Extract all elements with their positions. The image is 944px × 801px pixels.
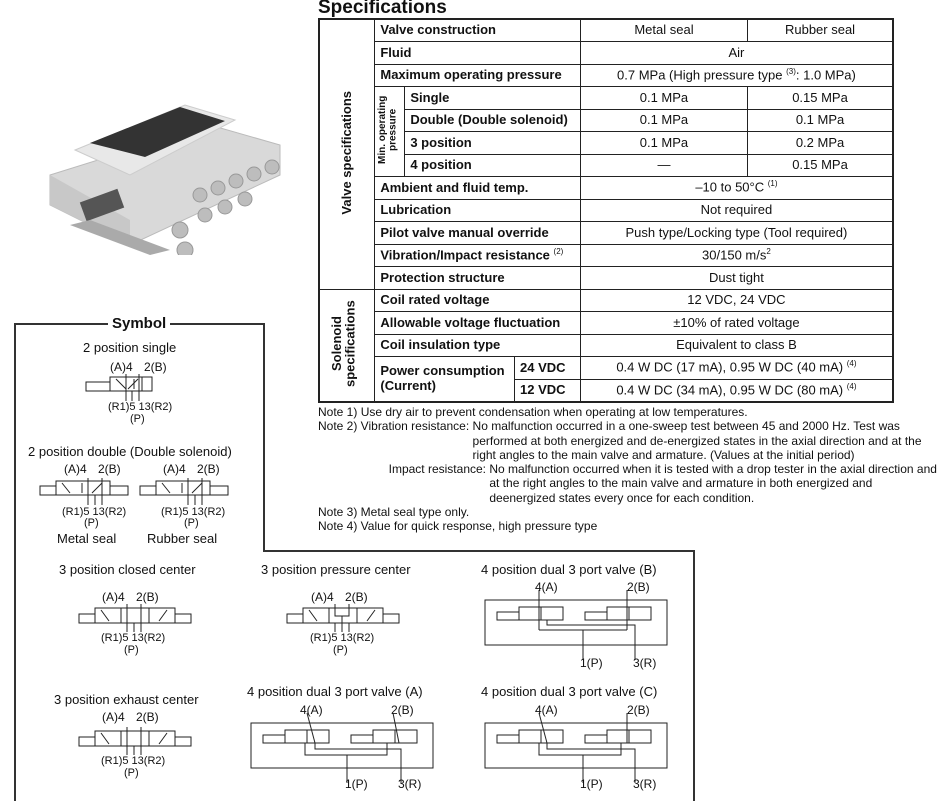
subgroup-min-operating-pressure: Min. operating pressure	[375, 87, 405, 177]
voltage-label-12vdc: 12 VDC	[515, 379, 581, 402]
row-value: Equivalent to class B	[580, 334, 893, 357]
port-label-p: (P)	[184, 517, 199, 529]
port-label-2b: 2(B)	[391, 703, 414, 717]
port-label-bottom: (R1)5 13(R2)	[161, 506, 226, 518]
specifications-table	[318, 18, 894, 403]
caption-metal-seal: Metal seal	[57, 531, 117, 546]
table-row	[319, 267, 893, 290]
note-ref: (2)	[553, 246, 564, 256]
row-value-metal: 0.1 MPa	[580, 87, 747, 110]
row-label: Lubrication	[375, 199, 581, 222]
row-label: Valve construction	[375, 19, 581, 42]
caption-4-position-dual-b: 4 position dual 3 port valve (B)	[481, 562, 657, 577]
valve-symbol-3-position-closed-center	[79, 608, 191, 632]
caption-3-position-pressure-center: 3 position pressure center	[261, 562, 411, 577]
notes	[318, 405, 938, 534]
symbol-box-border	[693, 550, 695, 801]
row-value-rubber: 0.1 MPa	[748, 109, 893, 132]
valve-symbol-2-position-double-rubber	[140, 481, 230, 505]
value-text: 0.4 W DC (17 mA), 0.95 W DC (40 mA)	[616, 359, 844, 375]
row-label: Single	[405, 87, 581, 110]
note-1: Note 1) Use dry air to prevent condensation when operating at low temperatures.	[318, 405, 748, 419]
table-row	[319, 64, 893, 87]
table-row	[319, 312, 893, 335]
port-label-1p: 1(P)	[580, 777, 603, 791]
value-text: : 1.0 MPa)	[795, 67, 856, 83]
note-ref: (1)	[767, 179, 778, 189]
note-2-vibration: Note 2) Vibration resistance: No malfunction occurred in a one-sweep test between 45 and 2000 Hz. Test was performed at both energized and de-energized states in the axial direction and at the right angles to the main valve and armature. (Values at the initial period)	[318, 419, 922, 462]
table-row	[319, 19, 893, 42]
table-row	[319, 222, 893, 245]
port-label-b2: 2(B)	[98, 462, 121, 476]
port-label-a4: (A)4	[163, 462, 186, 476]
row-label: 4 position	[405, 154, 581, 177]
row-label: 3 position	[405, 132, 581, 155]
row-value	[580, 64, 893, 87]
row-value-rubber: 0.2 MPa	[748, 132, 893, 155]
table-row	[319, 244, 893, 267]
port-label-b2: 2(B)	[144, 360, 167, 374]
port-label-2b: 2(B)	[627, 703, 650, 717]
row-value-rubber: 0.15 MPa	[748, 87, 893, 110]
note-2-impact: Impact resistance: No malfunction occurred when it is tested with a drop tester in the axial direction and at the right angles to the main valve and armature in both energized and deenergized states every once for each condition.	[388, 462, 937, 505]
valve-symbol-3-position-exhaust-center	[79, 731, 191, 755]
row-label: Coil insulation type	[375, 334, 581, 357]
port-label-3r: 3(R)	[398, 777, 422, 791]
note-ref: (3)	[786, 66, 796, 76]
port-label-4a: 4(A)	[535, 703, 558, 717]
row-value	[580, 357, 893, 380]
caption-3-position-exhaust-center: 3 position exhaust center	[54, 692, 199, 707]
port-label-a4: (A)4	[64, 462, 87, 476]
label-line: Power consumption	[380, 363, 505, 379]
column-header-rubber-seal: Rubber seal	[748, 19, 893, 42]
port-label-3r: 3(R)	[633, 777, 657, 791]
table-row	[319, 154, 893, 177]
row-label: Pilot valve manual override	[375, 222, 581, 245]
port-label-p: (P)	[84, 517, 99, 529]
group-solenoid-specifications: Solenoid specifications	[319, 289, 375, 402]
row-label: Double (Double solenoid)	[405, 109, 581, 132]
row-label: Ambient and fluid temp.	[375, 177, 581, 200]
voltage-label-24vdc: 24 VDC	[515, 357, 581, 380]
port-label-a4: (A)4	[102, 590, 125, 604]
caption-2-position-single: 2 position single	[83, 340, 177, 355]
symbol-box-border	[263, 323, 265, 551]
port-label-bottom: (R1)5 13(R2)	[62, 506, 127, 518]
value-text: –10 to 50°C	[695, 179, 765, 195]
caption-rubber-seal: Rubber seal	[147, 531, 218, 546]
port-label-4a: 4(A)	[535, 580, 558, 594]
row-value: Push type/Locking type (Tool required)	[580, 222, 893, 245]
row-label: Allowable voltage fluctuation	[375, 312, 581, 335]
port-label-a4: (A)4	[110, 360, 133, 374]
caption-4-position-dual-a: 4 position dual 3 port valve (A)	[247, 684, 423, 699]
row-value: Dust tight	[580, 267, 893, 290]
symbol-box-border	[14, 323, 16, 801]
port-label-2b: 2(B)	[627, 580, 650, 594]
note-3: Note 3) Metal seal type only.	[318, 505, 470, 520]
table-row	[319, 289, 893, 312]
symbol-title: Symbol	[108, 315, 170, 332]
table-row	[319, 87, 893, 110]
row-value: Not required	[580, 199, 893, 222]
label-text: Vibration/Impact resistance	[380, 247, 550, 263]
row-value-metal: 0.1 MPa	[580, 132, 747, 155]
table-row	[319, 357, 893, 380]
port-label-bottom: (R1)5 13(R2)	[310, 632, 375, 644]
table-row	[319, 199, 893, 222]
port-label-bottom: (R1)5 13(R2)	[101, 755, 166, 767]
value-text: 0.7 MPa (High pressure type	[617, 67, 787, 83]
row-label: Fluid	[375, 42, 581, 65]
symbol-box-border	[263, 550, 694, 552]
row-value	[580, 379, 893, 402]
valve-symbol-2-position-single	[86, 377, 166, 401]
table-row	[319, 334, 893, 357]
table-row	[319, 42, 893, 65]
row-value: 12 VDC, 24 VDC	[580, 289, 893, 312]
row-label: Maximum operating pressure	[375, 64, 581, 87]
port-label-bottom: (R1)5 13(R2)	[101, 632, 166, 644]
port-label-b2: 2(B)	[197, 462, 220, 476]
row-label: Coil rated voltage	[375, 289, 581, 312]
valve-symbol-2-position-double-metal	[40, 481, 130, 505]
row-label	[375, 244, 581, 267]
column-header-metal-seal: Metal seal	[580, 19, 747, 42]
port-label-p: (P)	[333, 644, 348, 656]
port-label-1p: 1(P)	[345, 777, 368, 791]
row-value-metal: —	[580, 154, 747, 177]
valve-symbol-3-position-pressure-center	[287, 608, 399, 632]
port-label-1p: 1(P)	[580, 656, 603, 670]
caption-3-position-closed-center: 3 position closed center	[59, 562, 196, 577]
row-label: Protection structure	[375, 267, 581, 290]
note-4: Note 4) Value for quick response, high pressure type	[318, 519, 598, 534]
product-photo	[20, 55, 295, 255]
note-ref: (4)	[846, 359, 857, 369]
port-label-p: (P)	[124, 644, 139, 656]
row-value	[580, 244, 893, 267]
value-text: 30/150 m/s	[702, 247, 767, 263]
value-superscript: 2	[766, 246, 771, 256]
row-value-metal: 0.1 MPa	[580, 109, 747, 132]
port-label-b2: 2(B)	[136, 590, 159, 604]
row-label-power-consumption	[375, 357, 515, 402]
specifications-title: Specifications	[318, 0, 447, 18]
port-label-3r: 3(R)	[633, 656, 657, 670]
port-label-b2: 2(B)	[345, 590, 368, 604]
port-label-4a: 4(A)	[300, 703, 323, 717]
port-label-b2: 2(B)	[136, 710, 159, 724]
port-label-bottom: (R1)5 13(R2)	[108, 401, 173, 413]
table-row	[319, 109, 893, 132]
note-ref: (4)	[846, 381, 857, 391]
row-value	[580, 177, 893, 200]
table-row	[319, 132, 893, 155]
group-valve-specifications: Valve specifications	[319, 19, 375, 289]
value-text: 0.4 W DC (34 mA), 0.95 W DC (80 mA)	[616, 382, 844, 398]
port-label-p: (P)	[124, 767, 139, 779]
row-value-rubber: 0.15 MPa	[748, 154, 893, 177]
caption-4-position-dual-c: 4 position dual 3 port valve (C)	[481, 684, 658, 699]
port-label-a4: (A)4	[102, 710, 125, 724]
table-row	[319, 177, 893, 200]
caption-2-position-double: 2 position double (Double solenoid)	[28, 444, 232, 459]
label-line: (Current)	[380, 377, 436, 393]
port-label-p: (P)	[130, 413, 145, 425]
row-value: Air	[580, 42, 893, 65]
row-value: ±10% of rated voltage	[580, 312, 893, 335]
port-label-a4: (A)4	[311, 590, 334, 604]
